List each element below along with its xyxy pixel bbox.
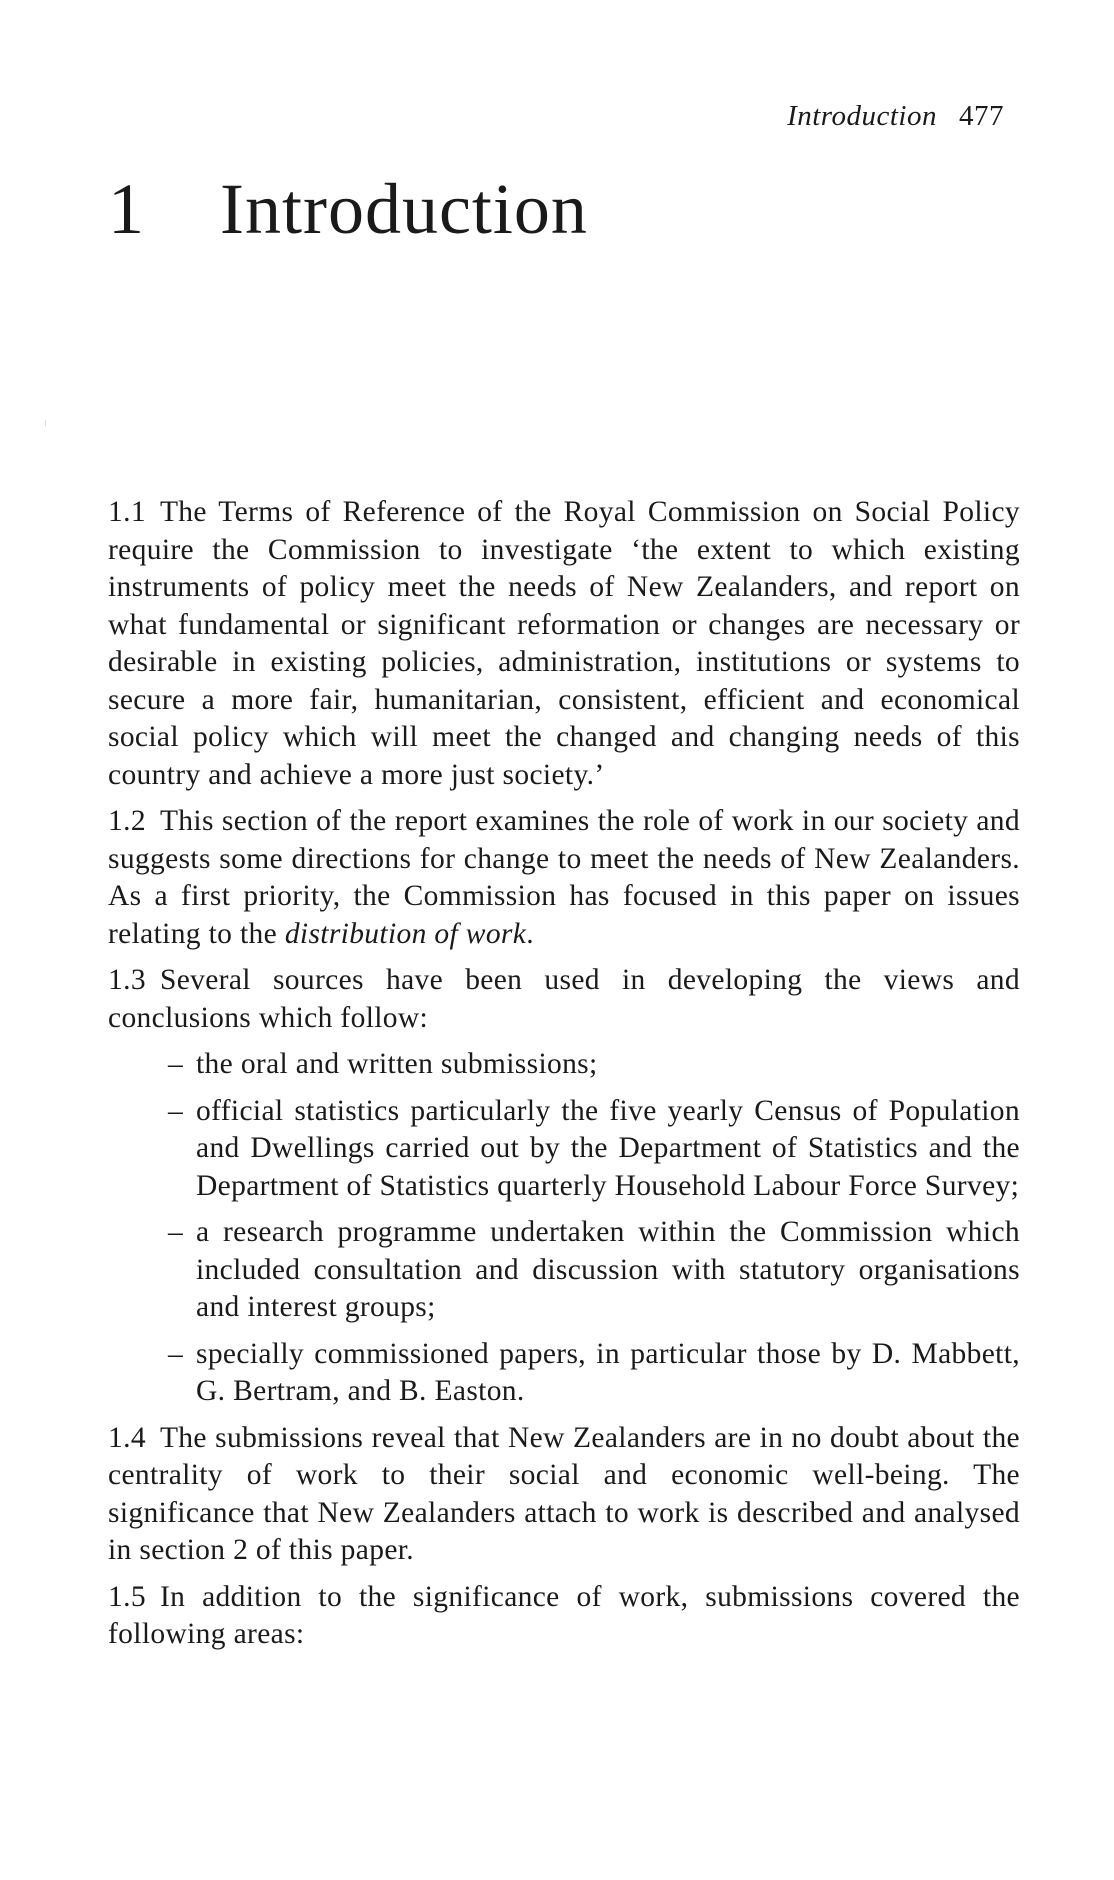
paragraph-emphasis: distribution of work xyxy=(284,917,527,950)
chapter-title: Introduction xyxy=(220,169,588,249)
list-item xyxy=(108,1093,1020,1206)
body-text xyxy=(108,494,1020,1663)
paragraph-1-3 xyxy=(108,962,1020,1037)
list-item-text: the oral and written submissions; xyxy=(196,1048,598,1080)
paragraph-text: The submissions reveal that New Zealanders are in no doubt about the centrality of work to their social and economic well-being. The significance that New Zealanders attach to work is described and analysed in section 2 of this paper. xyxy=(108,1421,1020,1566)
paragraph-text: Several sources have been used in developing the views and conclusions which follow: xyxy=(108,964,1020,1034)
list-item-text: official statistics particularly the five yearly Census of Population and Dwellings carried out by the Department of Statistics and the Department of Statistics quarterly Household Labour Force Survey; xyxy=(196,1094,1020,1202)
paragraph-number: 1.2 xyxy=(108,805,146,837)
list-dash: – xyxy=(168,1337,184,1370)
list-item-text: specially commissioned papers, in particular those by D. Mabbett, G. Bertram, and B. Easton. xyxy=(196,1337,1020,1407)
page-number: 477 xyxy=(959,100,1004,132)
paragraph-text: This section of the report examines the role of work in our society and suggests some directions for change to meet the needs of New Zealanders. As a first priority, the Commission has focused in this paper on issues relating to the xyxy=(108,805,1020,950)
list-item xyxy=(108,1336,1020,1411)
paragraph-1-2 xyxy=(108,803,1020,953)
paragraph-number: 1.1 xyxy=(108,496,146,528)
running-head xyxy=(787,100,1004,133)
paragraph-1-1 xyxy=(108,494,1020,794)
paragraph-number: 1.5 xyxy=(108,1580,146,1613)
chapter-number: 1 xyxy=(108,169,145,249)
list-dash: – xyxy=(168,1048,184,1080)
paragraph-1-4 xyxy=(108,1420,1020,1570)
paragraph-number: 1.3 xyxy=(108,964,146,996)
paragraph-text: The Terms of Reference of the Royal Commission on Social Policy require the Commission to investigate ‘the extent to which existing instruments of policy meet the needs of New Zealanders, and report on what fundamental or significant reformation or changes are necessary or desirable in existing policies, administration, institutions or systems to secure a more fair, humanitarian, consistent, efficient and economical social policy which will meet the changed and changing needs of this country and achieve a more just society.’ xyxy=(108,496,1020,791)
paragraph-text-end: . xyxy=(526,917,534,950)
list-item xyxy=(108,1214,1020,1327)
list-item xyxy=(108,1046,1020,1084)
paragraph-text: In addition to the significance of work, submissions covered the following areas: xyxy=(108,1580,1020,1650)
sources-list xyxy=(108,1046,1020,1411)
chapter-heading xyxy=(108,168,588,251)
paragraph-number: 1.4 xyxy=(108,1421,146,1454)
list-item-text: a research programme undertaken within the Commission which included consultation and discussion with statutory organisations and interest groups; xyxy=(196,1216,1020,1323)
paragraph-1-5 xyxy=(108,1579,1020,1654)
list-dash: – xyxy=(168,1094,184,1127)
list-dash: – xyxy=(168,1216,184,1248)
margin-mark xyxy=(45,420,46,426)
running-head-title: Introduction xyxy=(787,100,937,132)
